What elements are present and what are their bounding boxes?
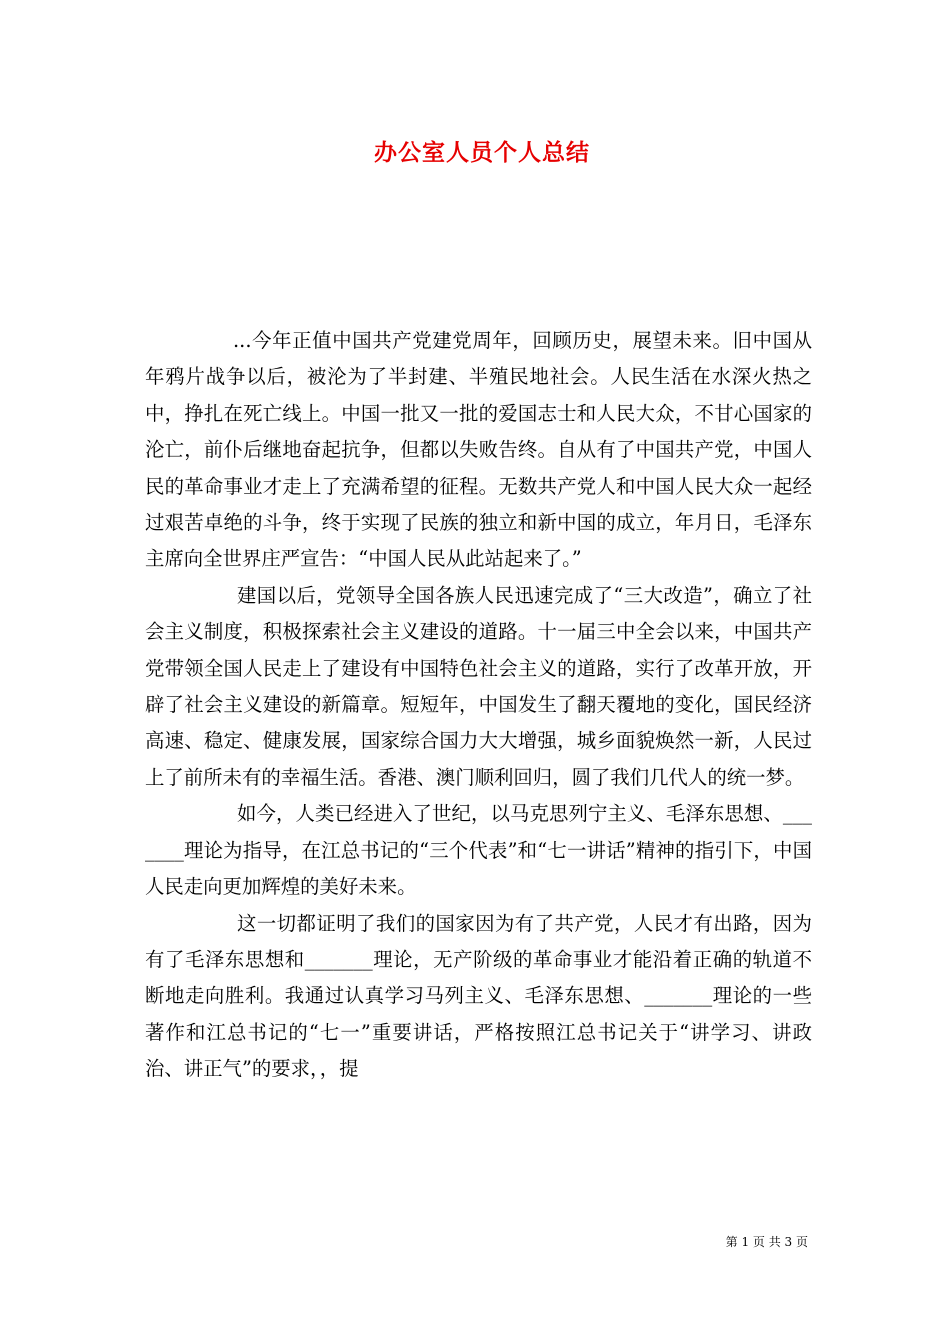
page-number-footer: 第 1 页 共 3 页 — [725, 1235, 808, 1249]
document-title: 办公室人员个人总结 — [374, 140, 590, 166]
paragraph-2: 建国以后，党领导全国各族人民迅速完成了“三大改造”，确立了社会主义制度，积极探索社会主义建设的道路。十一届三中全会以来，中国共产党带领全国人民走上了建设有中国特色社会主义的道路，实行了改革开放，开辟了社会主义建设的新篇章。短短年，中国发生了翻天覆地的变化，国民经济高速、稳定、健康发展，国家综合国力大大增强，城乡面貌焕然一新，人民过上了前所未有的幸福生活。香港、澳门顺利回归，圆了我们几代人的统一梦。 — [145, 583, 812, 789]
paragraph-4: 这一切都证明了我们的国家因为有了共产党，人民才有出路，因为有了毛泽东思想和_______理论，无产阶级的革命事业才能沿着正确的轨道不断地走向胜利。我通过认真学习马列主义、毛泽东思想、_______理论的一些著作和江总书记的“七一”重要讲话，严格按照江总书记关于“讲学习、讲政治、讲正气”的要求，，提 — [145, 911, 812, 1081]
document-body — [145, 323, 812, 1088]
paragraph-1: ...今年正值中国共产党建党周年，回顾历史，展望未来。旧中国从年鸦片战争以后，被沦为了半封建、半殖民地社会。人民生活在水深火热之中，挣扎在死亡线上。中国一批又一批的爱国志士和人民大众，不甘心国家的沦亡，前仆后继地奋起抗争，但都以失败告终。自从有了中国共产党，中国人民的革命事业才走上了充满希望的征程。无数共产党人和中国人民大众一起经过艰苦卓绝的斗争，终于实现了民族的独立和新中国的成立，年月日，毛泽东主席向全世界庄严宣告：“中国人民从此站起来了。” — [145, 329, 812, 571]
paragraph-3: 如今，人类已经进入了世纪，以马克思列宁主义、毛泽东思想、_______理论为指导，在江总书记的“三个代表”和“七一讲话”精神的指引下，中国人民走向更加辉煌的美好未来。 — [145, 802, 812, 899]
